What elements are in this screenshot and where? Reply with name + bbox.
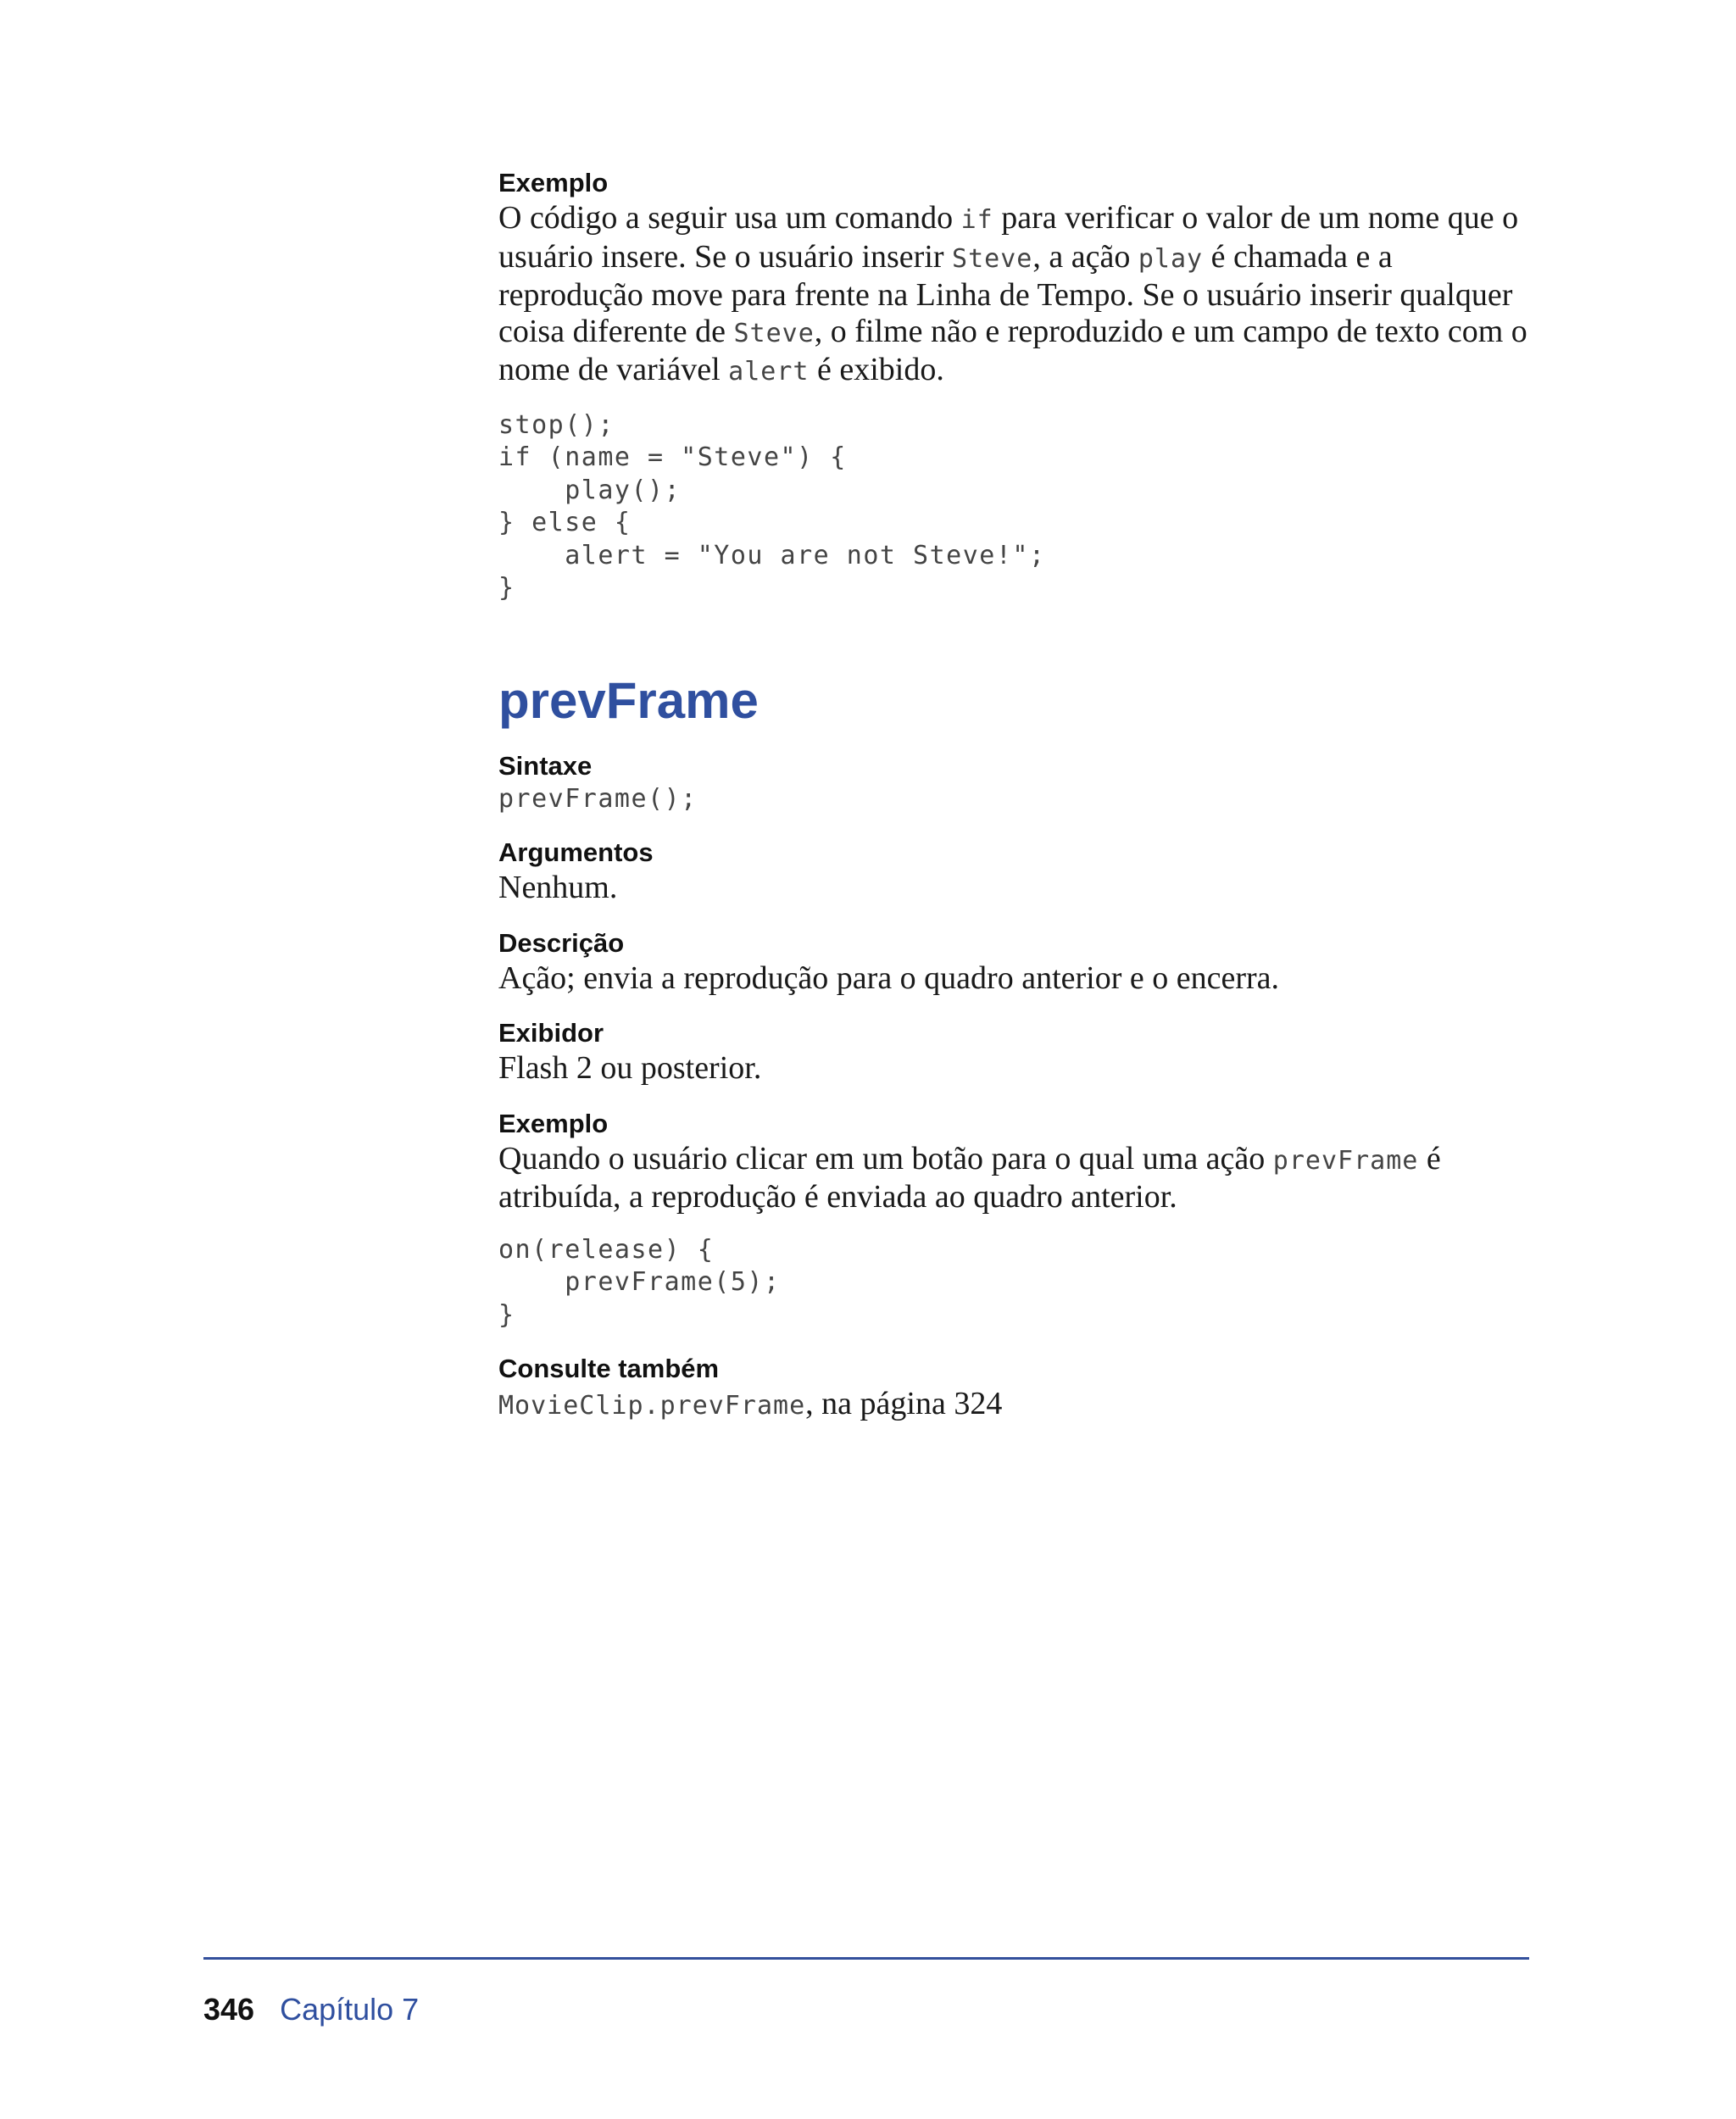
text-run: para verificar o valor de um nome que o usuário insere. Se o usuário inserir — [498, 200, 1519, 275]
page-content — [498, 166, 1533, 1445]
text-run: , na página 324 — [805, 1386, 1003, 1421]
inline-code-alert: alert — [728, 357, 810, 387]
inline-code-steve: Steve — [952, 243, 1033, 274]
text-run: , o filme não e reproduzido e um campo de texto com o nome de variável — [498, 313, 1527, 387]
example-label: Exemplo — [498, 168, 609, 197]
player-section — [498, 1016, 1533, 1087]
page-number: 346 — [203, 1992, 255, 2027]
see-also-section — [498, 1352, 1533, 1425]
example-label: Exemplo — [498, 1108, 609, 1138]
syntax-code: prevFrame(); — [498, 783, 698, 814]
arguments-text: Nenhum. — [498, 870, 618, 905]
inline-code-prevframe: prevFrame — [1272, 1145, 1419, 1176]
entry-title: prevFrame — [498, 671, 759, 729]
example-section-top — [498, 166, 1533, 605]
chapter-label: Capítulo 7 — [280, 1992, 420, 2027]
inline-code-play: play — [1138, 243, 1204, 274]
text-run: é chamada e a reprodução move para frente na Linha de Tempo. Se o usuário inserir qualquer coisa diferente de — [498, 238, 1513, 349]
description-text: Ação; envia a reprodução para o quadro anterior e o encerra. — [498, 959, 1279, 996]
arguments-label: Argumentos — [498, 837, 654, 867]
player-label: Exibidor — [498, 1018, 604, 1048]
code-block: on(release) { prevFrame(5); } — [498, 1234, 781, 1330]
example-paragraph — [498, 200, 1533, 391]
text-run: O código a seguir usa um comando — [498, 200, 961, 236]
example-section — [498, 1107, 1533, 1332]
see-also-text — [498, 1386, 1533, 1425]
inline-code-steve: Steve — [733, 318, 815, 348]
text-run: Quando o usuário clicar em um botão para o qual uma ação — [498, 1140, 1273, 1176]
see-also-link: MovieClip.prevFrame — [498, 1391, 806, 1421]
player-text: Flash 2 ou posterior. — [498, 1050, 762, 1086]
syntax-label: Sintaxe — [498, 750, 593, 781]
arguments-section — [498, 836, 1533, 906]
description-label: Descrição — [498, 927, 625, 958]
code-block: stop(); if (name = "Steve") { play(); } else { alert = "You are not Steve!"; } — [498, 409, 1046, 603]
footer-rule — [203, 1957, 1529, 1960]
syntax-section — [498, 749, 1533, 816]
text-run: é exibido. — [809, 352, 944, 387]
see-also-label: Consulte também — [498, 1354, 720, 1383]
text-run: é atribuída, a reprodução é enviada ao quadro anterior. — [498, 1140, 1441, 1215]
example-paragraph — [498, 1141, 1533, 1215]
text-run: , a ação — [1032, 238, 1138, 275]
description-section — [498, 926, 1533, 997]
page-footer — [203, 1992, 419, 2027]
inline-code-if: if — [960, 205, 993, 235]
